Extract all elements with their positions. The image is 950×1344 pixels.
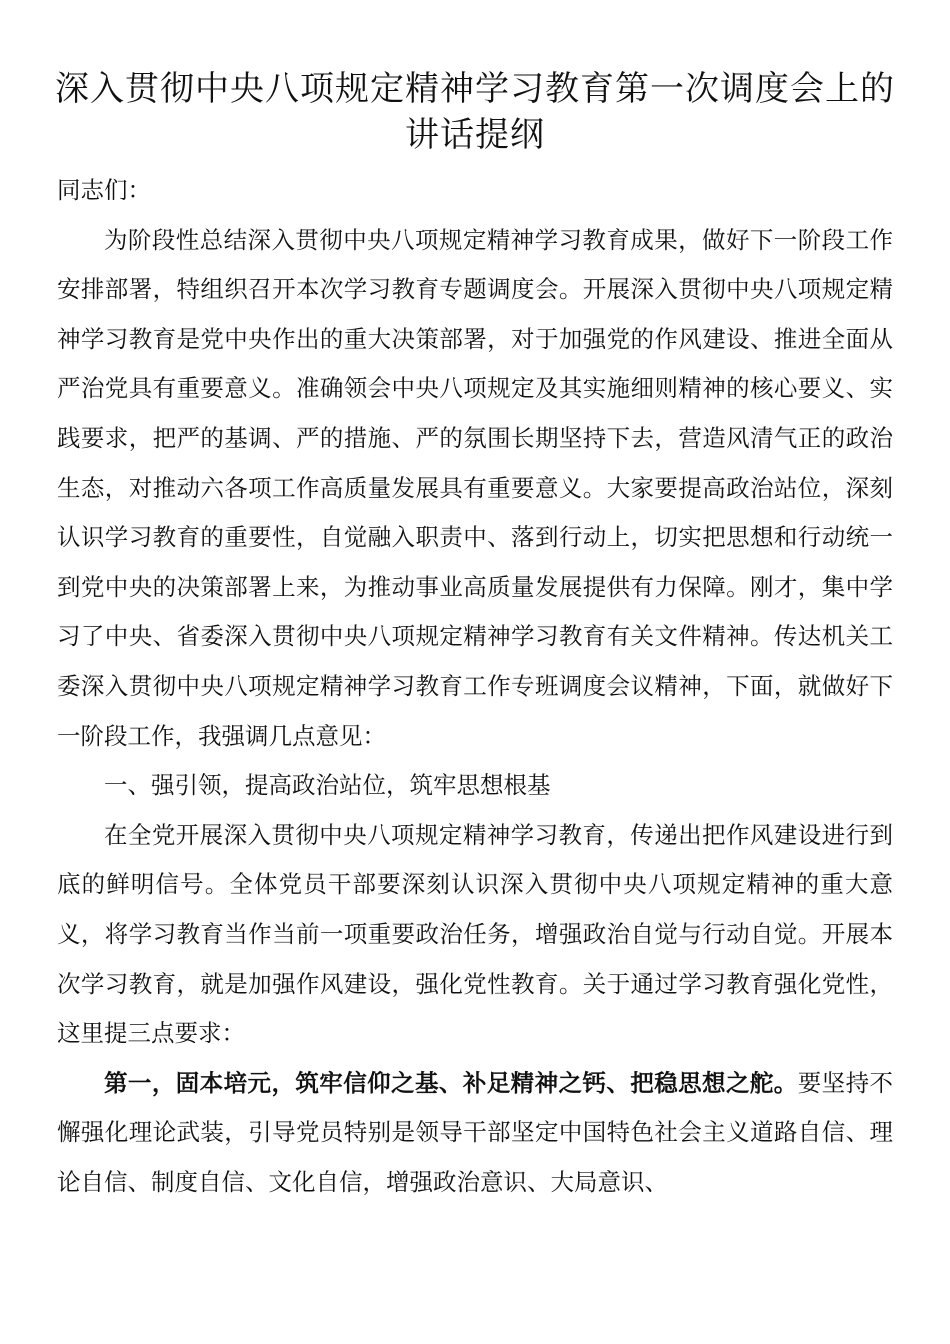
intro-paragraph: 为阶段性总结深入贯彻中央八项规定精神学习教育成果，做好下一阶段工作安排部署，特组织召开本次学习教育专题调度会。开展深入贯彻中央八项规定精神学习教育是党中央作出的重大决策部署，对于加强党的作风建设、推进全面从严治党具有重要意义。准确领会中央八项规定及其实施细则精神的核心要义、实践要求，把严的基调、严的措施、严的氛围长期坚持下去，营造风清气正的政治生态，对推动六各项工作高质量发展具有重要意义。大家要提高政治站位，深刻认识学习教育的重要性，自觉融入职责中、落到行动上，切实把思想和行动统一到党中央的决策部署上来，为推动事业高质量发展提供有力保障。刚才，集中学习了中央、省委深入贯彻中央八项规定精神学习教育有关文件精神。传达机关工委深入贯彻中央八项规定精神学习教育工作专班调度会议精神，下面，就做好下一阶段工作，我强调几点意见： xyxy=(57,225,893,750)
point-one-text: 要坚持不懈强化理论武装，引导党员特别是领导干部坚定中国特色社会主义道路自信、理论自信、制度自信、文化自信，增强政治意识、大局意识、 xyxy=(57,1068,893,1196)
greeting: 同志们： xyxy=(57,176,151,204)
section-paragraph: 在全党开展深入贯彻中央八项规定精神学习教育，传递出把作风建设进行到底的鲜明信号。全体党员干部要深刻认识深入贯彻中央八项规定精神的重大意义，将学习教育当作当前一项重要政治任务，增强政治自觉与行动自觉。开展本次学习教育，就是加强作风建设，强化党性教育。关于通过学习教育强化党性，这里提三点要求： xyxy=(57,820,893,1048)
point-one-lead: 第一，固本培元，筑牢信仰之基、补足精神之钙、把稳思想之舵。 xyxy=(104,1068,798,1097)
section-heading: 一、强引领，提高政治站位，筑牢思想根基 xyxy=(104,771,551,800)
document-body xyxy=(57,166,893,1207)
document-title: 深入贯彻中央八项规定精神学习教育第一次调度会上的讲话提纲 xyxy=(55,69,895,155)
point-one-paragraph xyxy=(57,1059,893,1208)
